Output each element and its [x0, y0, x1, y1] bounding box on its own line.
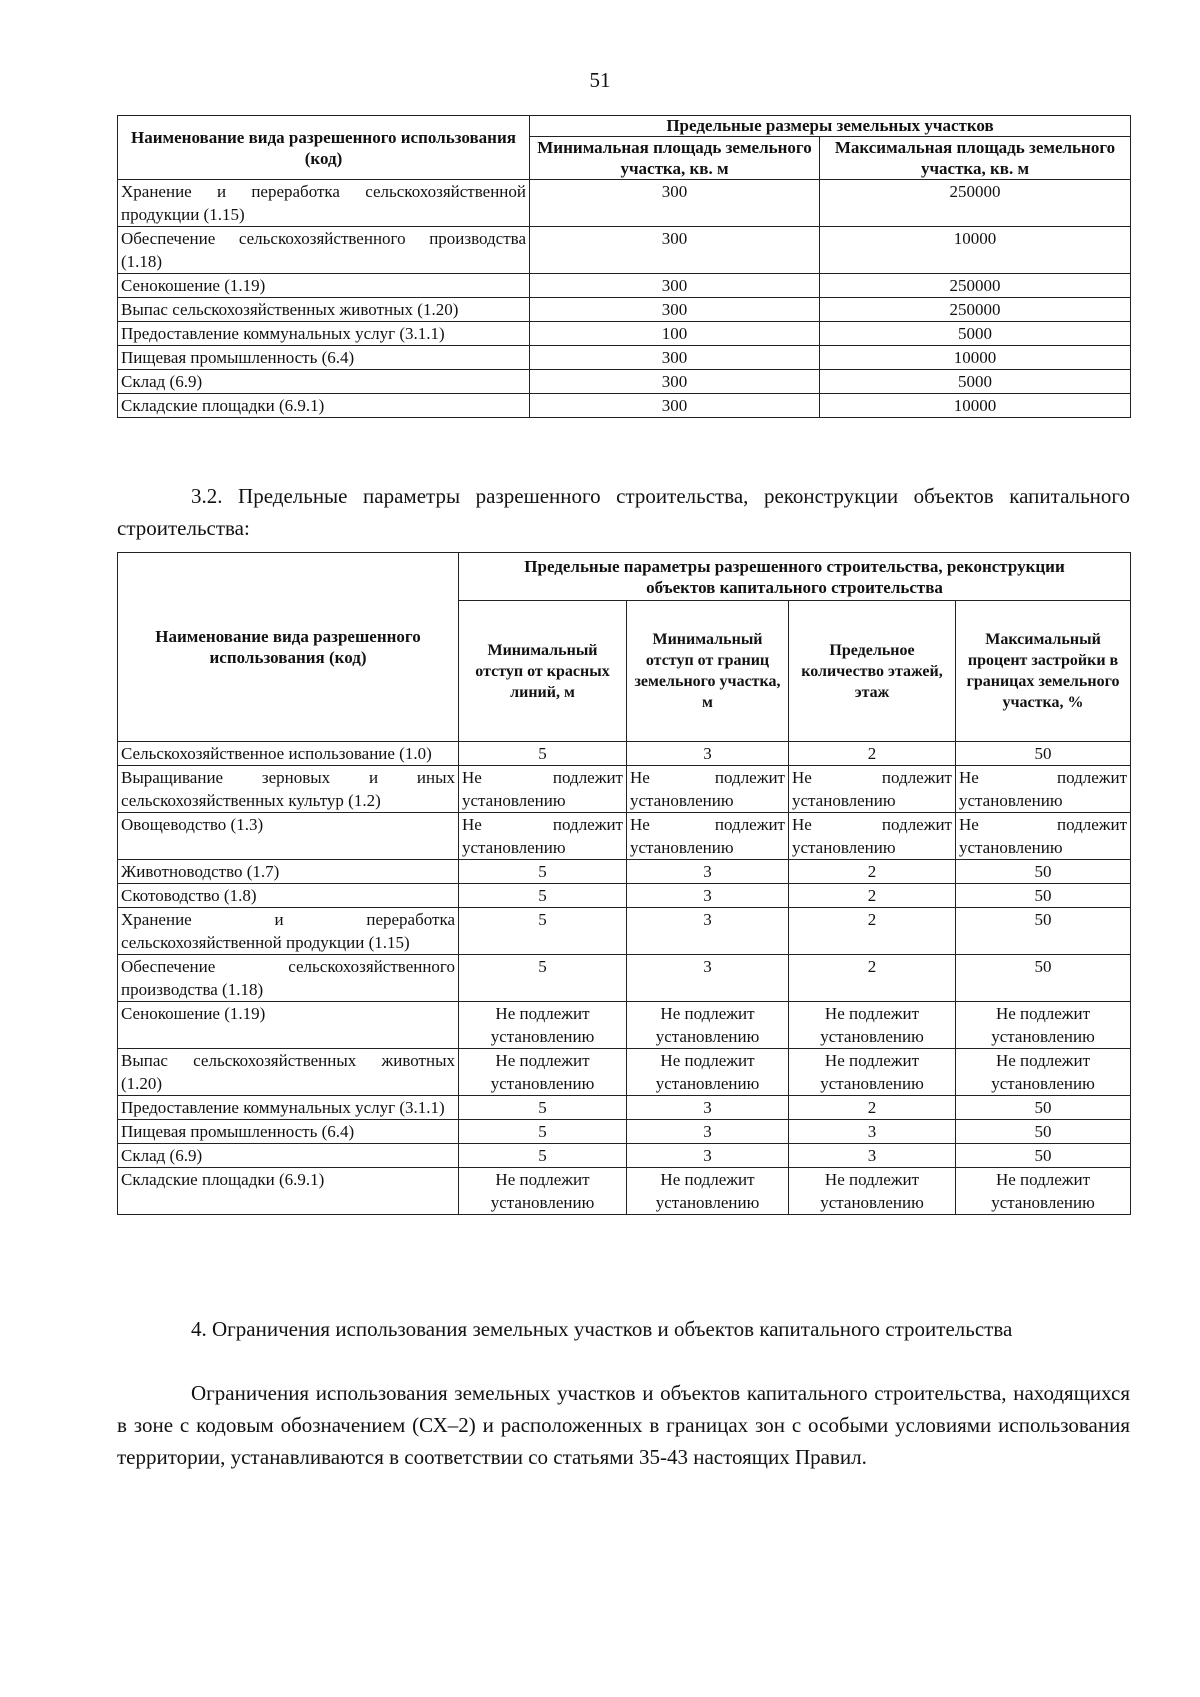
- row-floors: Не подлежит установлению: [789, 813, 956, 860]
- table-row: [118, 274, 1131, 298]
- row-boundary-setback: Не подлежит установлению: [627, 766, 789, 813]
- row-name: Хранение и переработка сельскохозяйственной продукции (1.15): [118, 908, 459, 955]
- table-row: [118, 884, 1131, 908]
- table2-header-boundary-setback: Минимальный отступ от границ земельного участка, м: [627, 601, 789, 742]
- table1-header-name: Наименование вида разрешенного использования (код): [118, 116, 530, 180]
- row-coverage: Не подлежит установлению: [956, 1168, 1131, 1215]
- table-row: [118, 180, 1131, 227]
- table-row: [118, 1144, 1131, 1168]
- table2-header-name: Наименование вида разрешенного использования (код): [118, 553, 459, 742]
- table1-header-max-area: Максимальная площадь земельного участка, кв. м: [820, 137, 1131, 180]
- row-floors: Не подлежит установлению: [789, 1002, 956, 1049]
- table1-header-group: Предельные размеры земельных участков: [530, 116, 1131, 137]
- row-boundary-setback: 3: [627, 860, 789, 884]
- row-name: Пищевая промышленность (6.4): [118, 346, 530, 370]
- table-row: [118, 298, 1131, 322]
- table-row: [118, 346, 1131, 370]
- table-row: [118, 227, 1131, 274]
- row-name: Предоставление коммунальных услуг (3.1.1): [118, 1096, 459, 1120]
- row-name: Сенокошение (1.19): [118, 1002, 459, 1049]
- table-row: [118, 1049, 1131, 1096]
- table-row: [118, 1002, 1131, 1049]
- row-name: Пищевая промышленность (6.4): [118, 1120, 459, 1144]
- row-boundary-setback: 3: [627, 955, 789, 1002]
- row-floors: Не подлежит установлению: [789, 1168, 956, 1215]
- row-boundary-setback: 3: [627, 1120, 789, 1144]
- row-coverage: Не подлежит установлению: [956, 1002, 1131, 1049]
- construction-parameters-table: [117, 552, 1131, 1215]
- row-red-line-setback: 5: [459, 1120, 627, 1144]
- row-red-line-setback: Не подлежит установлению: [459, 1168, 627, 1215]
- row-coverage: 50: [956, 955, 1131, 1002]
- row-name: Хранение и переработка сельскохозяйственной продукции (1.15): [118, 180, 530, 227]
- row-floors: Не подлежит установлению: [789, 766, 956, 813]
- row-coverage: Не подлежит установлению: [956, 1049, 1131, 1096]
- row-floors: 2: [789, 908, 956, 955]
- row-name: Предоставление коммунальных услуг (3.1.1): [118, 322, 530, 346]
- table-row: [118, 1168, 1131, 1215]
- row-red-line-setback: 5: [459, 884, 627, 908]
- table2-header-group: Предельные параметры разрешенного строительства, реконструкции объектов капитального строительства: [459, 553, 1131, 601]
- row-red-line-setback: 5: [459, 1096, 627, 1120]
- row-max-area: 5000: [820, 322, 1131, 346]
- row-floors: 2: [789, 742, 956, 766]
- table-row: [118, 766, 1131, 813]
- row-boundary-setback: 3: [627, 1144, 789, 1168]
- row-coverage: 50: [956, 1120, 1131, 1144]
- row-floors: 3: [789, 1144, 956, 1168]
- table-row: [118, 394, 1131, 418]
- row-coverage: 50: [956, 908, 1131, 955]
- row-red-line-setback: Не подлежит установлению: [459, 1002, 627, 1049]
- row-max-area: 10000: [820, 227, 1131, 274]
- table1-header-min-area: Минимальная площадь земельного участка, кв. м: [530, 137, 820, 180]
- row-red-line-setback: 5: [459, 860, 627, 884]
- table-row: [118, 322, 1131, 346]
- table-row: [118, 742, 1131, 766]
- row-red-line-setback: 5: [459, 1144, 627, 1168]
- section-3-2-heading: 3.2. Предельные параметры разрешенного строительства, реконструкции объектов капитального строительства:: [117, 484, 1130, 540]
- row-red-line-setback: Не подлежит установлению: [459, 1049, 627, 1096]
- table2-header-red-line-setback: Минимальный отступ от красных линий, м: [459, 601, 627, 742]
- land-plot-size-table: [117, 115, 1131, 418]
- row-max-area: 5000: [820, 370, 1131, 394]
- row-name: Скотоводство (1.8): [118, 884, 459, 908]
- table-row: [118, 908, 1131, 955]
- row-name: Выпас сельскохозяйственных животных (1.20): [118, 298, 530, 322]
- section-4-body: Ограничения использования земельных участков и объектов капитального строительства, находящихся в зоне с кодовым обозначением (СХ–2) и расположенных в границах зон с особыми условиями использования территории, устанавливаются в соответствии со статьями 35-43 настоящих Правил.: [117, 1381, 1130, 1469]
- row-name: Склад (6.9): [118, 1144, 459, 1168]
- table2-header-coverage: Максимальный процент застройки в границах земельного участка, %: [956, 601, 1131, 742]
- table-row: [118, 370, 1131, 394]
- row-name: Складские площадки (6.9.1): [118, 1168, 459, 1215]
- table-row: [118, 1096, 1131, 1120]
- row-min-area: 300: [530, 346, 820, 370]
- section-4-heading: 4. Ограничения использования земельных участков и объектов капитального строительства: [191, 1317, 1013, 1341]
- row-floors: 3: [789, 1120, 956, 1144]
- row-min-area: 300: [530, 370, 820, 394]
- row-coverage: Не подлежит установлению: [956, 766, 1131, 813]
- row-min-area: 300: [530, 394, 820, 418]
- page-number: 51: [589, 68, 611, 92]
- table-row: [118, 955, 1131, 1002]
- row-floors: 2: [789, 955, 956, 1002]
- row-red-line-setback: Не подлежит установлению: [459, 813, 627, 860]
- row-name: Обеспечение сельскохозяйственного производства (1.18): [118, 227, 530, 274]
- row-max-area: 250000: [820, 298, 1131, 322]
- table2-header-floors: Предельное количество этажей, этаж: [789, 601, 956, 742]
- row-red-line-setback: 5: [459, 742, 627, 766]
- table-row: [118, 813, 1131, 860]
- row-name: Склад (6.9): [118, 370, 530, 394]
- row-max-area: 10000: [820, 346, 1131, 370]
- row-coverage: 50: [956, 1144, 1131, 1168]
- row-coverage: Не подлежит установлению: [956, 813, 1131, 860]
- row-min-area: 300: [530, 298, 820, 322]
- row-floors: 2: [789, 884, 956, 908]
- row-name: Овощеводство (1.3): [118, 813, 459, 860]
- row-floors: Не подлежит установлению: [789, 1049, 956, 1096]
- row-name: Выпас сельскохозяйственных животных (1.20): [118, 1049, 459, 1096]
- row-boundary-setback: 3: [627, 1096, 789, 1120]
- row-max-area: 250000: [820, 180, 1131, 227]
- row-name: Выращивание зерновых и иных сельскохозяйственных культур (1.2): [118, 766, 459, 813]
- row-red-line-setback: Не подлежит установлению: [459, 766, 627, 813]
- row-coverage: 50: [956, 884, 1131, 908]
- row-min-area: 100: [530, 322, 820, 346]
- row-coverage: 50: [956, 742, 1131, 766]
- row-boundary-setback: Не подлежит установлению: [627, 1049, 789, 1096]
- row-red-line-setback: 5: [459, 955, 627, 1002]
- row-coverage: 50: [956, 1096, 1131, 1120]
- row-boundary-setback: 3: [627, 884, 789, 908]
- row-floors: 2: [789, 1096, 956, 1120]
- row-min-area: 300: [530, 274, 820, 298]
- row-boundary-setback: Не подлежит установлению: [627, 813, 789, 860]
- row-max-area: 250000: [820, 274, 1131, 298]
- row-name: Складские площадки (6.9.1): [118, 394, 530, 418]
- row-red-line-setback: 5: [459, 908, 627, 955]
- row-max-area: 10000: [820, 394, 1131, 418]
- row-min-area: 300: [530, 227, 820, 274]
- row-boundary-setback: 3: [627, 742, 789, 766]
- table-row: [118, 860, 1131, 884]
- row-min-area: 300: [530, 180, 820, 227]
- row-name: Обеспечение сельскохозяйственного производства (1.18): [118, 955, 459, 1002]
- row-boundary-setback: Не подлежит установлению: [627, 1002, 789, 1049]
- row-boundary-setback: 3: [627, 908, 789, 955]
- row-name: Животноводство (1.7): [118, 860, 459, 884]
- row-boundary-setback: Не подлежит установлению: [627, 1168, 789, 1215]
- row-name: Сенокошение (1.19): [118, 274, 530, 298]
- table-row: [118, 1120, 1131, 1144]
- row-coverage: 50: [956, 860, 1131, 884]
- row-name: Сельскохозяйственное использование (1.0): [118, 742, 459, 766]
- row-floors: 2: [789, 860, 956, 884]
